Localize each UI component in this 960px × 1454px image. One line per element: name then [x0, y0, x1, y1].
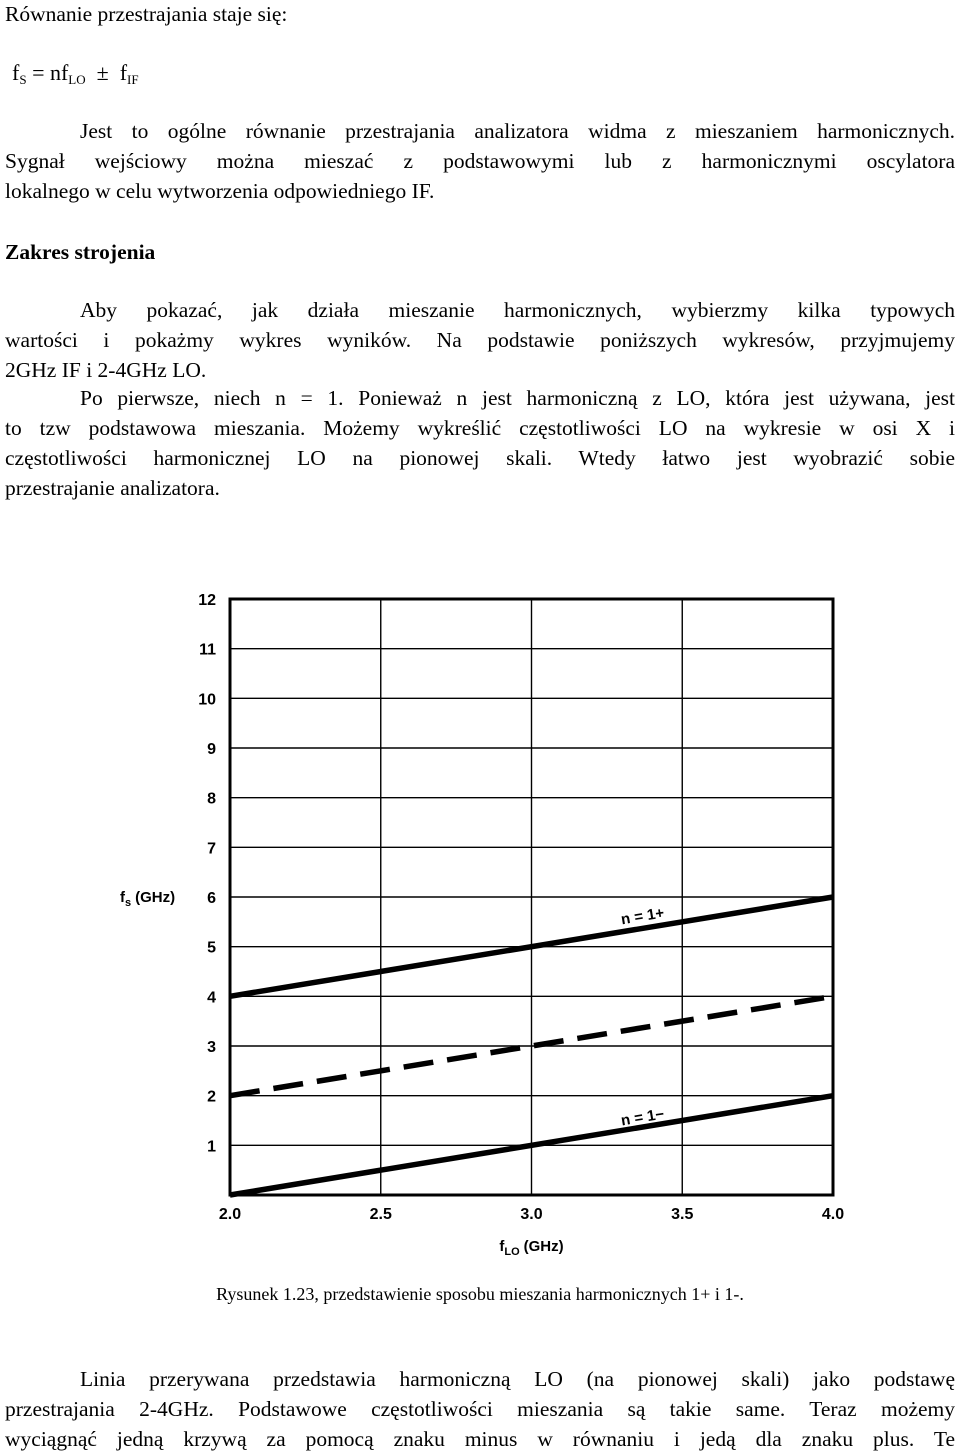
y-tick-label: 7: [207, 840, 216, 858]
x-tick-labels: [219, 1206, 844, 1223]
formula-f2: f: [119, 60, 128, 85]
y-tick-label: 5: [207, 939, 216, 957]
y-tick-label: 12: [198, 592, 216, 609]
paragraph-line: przestrajanie analizatora.: [5, 476, 220, 500]
y-tick-label: 1: [207, 1138, 216, 1156]
x-tick-label: 2.5: [369, 1206, 392, 1223]
paragraph-line: Linia przerywana przedstawia harmoniczną LO (na pionowej skali) jako podstawę: [80, 1367, 955, 1391]
formula-sub-if: IF: [127, 72, 139, 87]
paragraph-line: Jest to ogólne równanie przestrajania analizatora widma z mieszaniem harmonicznych.: [80, 119, 955, 143]
formula-sub-lo: LO: [68, 72, 86, 87]
paragraph-line: przestrajania 2-4GHz. Podstawowe częstotliwości mieszania są takie same. Teraz możemy: [5, 1397, 955, 1421]
chart-grid: [230, 599, 833, 1195]
series-label: n = 1+: [619, 904, 666, 929]
y-axis-label: $f_s$ (GHz): [120, 889, 176, 909]
paragraph-line: lokalnego w celu wytworzenia odpowiedniego IF.: [5, 179, 435, 203]
tuning-formula: [12, 58, 139, 95]
formula-eq: = nf: [32, 60, 69, 85]
y-tick-label: 9: [207, 741, 216, 758]
paragraph-line: Sygnał wejściowy można mieszać z podstawowymi lub z harmonicznymi oscylatora: [5, 149, 955, 173]
page-heading: Równanie przestrajania staje się:: [5, 2, 288, 26]
y-tick-label: 2: [207, 1088, 216, 1106]
x-tick-label: 4.0: [821, 1206, 845, 1223]
paragraph-line: Aby pokazać, jak działa mieszanie harmonicznych, wybierzmy kilka typowych: [80, 298, 955, 322]
y-tick-label: 10: [198, 691, 216, 709]
paragraph-line: to tzw podstawowa mieszania. Możemy wykreślić częstotliwości LO na wykresie w osi X i: [5, 416, 955, 440]
paragraph-example: [5, 295, 955, 385]
figure-caption: Rysunek 1.23, przedstawienie sposobu mieszania harmonicznych 1+ i 1-.: [216, 1284, 744, 1304]
section-title: Zakres strojenia: [5, 240, 156, 264]
paragraph-intro: [5, 116, 955, 206]
y-tick-label: 6: [207, 890, 216, 907]
paragraph-line: wyciągnąć jedną krzywą za pomocą znaku minus w równaniu i jedą dla znaku plus. Te: [5, 1427, 955, 1451]
formula-plusminus: ±: [96, 60, 109, 85]
x-axis-label: $f_{LO}$ (GHz): [499, 1238, 564, 1258]
formula-f: f: [12, 60, 20, 85]
paragraph-line: częstotliwości harmonicznej LO na pionowej skali. Wtedy łatwo jest wyobrazić sobie: [5, 446, 955, 470]
x-tick-label: 3.5: [671, 1206, 694, 1223]
paragraph-line: Po pierwsze, niech n = 1. Ponieważ n jest harmoniczną z LO, która jest używana, jest: [80, 386, 955, 410]
harmonic-mixing-chart: [100, 575, 860, 1265]
paragraph-line: wartości i pokażmy wykres wyników. Na podstawie poniższych wykresów, przyjmujemy: [5, 328, 955, 352]
y-tick-label: 4: [207, 989, 216, 1007]
y-tick-label: 11: [199, 641, 216, 659]
series-label: n = 1−: [619, 1105, 666, 1130]
y-tick-label: 8: [207, 790, 216, 808]
paragraph-fundamental: [5, 383, 955, 503]
paragraph-line: 2GHz IF i 2-4GHz LO.: [5, 358, 207, 382]
x-tick-label: 3.0: [520, 1206, 543, 1223]
y-tick-label: 3: [207, 1039, 216, 1056]
x-tick-label: 2.0: [218, 1206, 242, 1223]
y-tick-labels: [198, 592, 216, 1155]
paragraph-dashed-line: [5, 1364, 955, 1454]
formula-sub-s: S: [19, 72, 27, 87]
